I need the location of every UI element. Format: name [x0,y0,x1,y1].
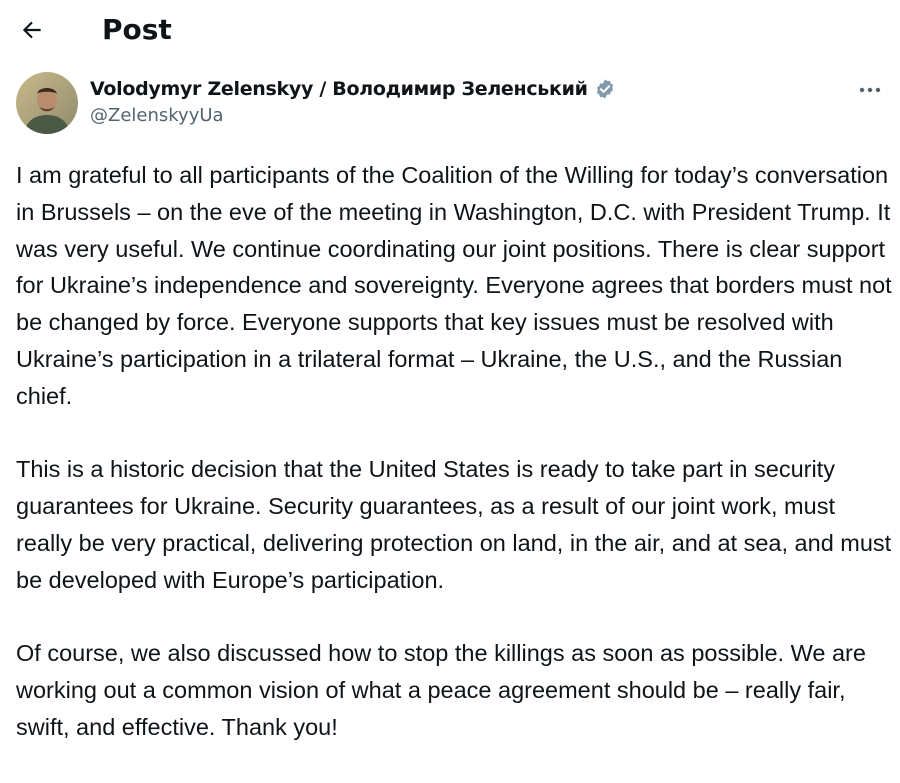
post-text [16,157,894,783]
more-horizontal-icon [858,86,882,94]
author-handle[interactable]: @ZelenskyyUa [90,105,224,126]
post-paragraph: This is a historic decision that the United States is ready to take part in security guarantees for Ukraine. Security guarantees, as a result of our joint work, must really be very practical, delivering protection on land, in the air, and at sea, and must be developed with Europe’s participation. [16,456,892,593]
post-author [16,72,886,136]
post-header [0,0,900,62]
post-paragraph: Of course, we also discussed how to stop the killings as soon as possible. We are working out a common vision of what a peace agreement should be – really fair, swift, and effective. Thank you! [16,640,866,740]
arrow-left-icon [19,17,45,43]
author-display-name[interactable]: Volodymyr Zelenskyy / Володимир Зеленський [90,78,588,100]
author-names [90,76,616,126]
post-paragraph: I am grateful to all participants of the Coalition of the Willing for today’s conversation in Brussels – on the eve of the meeting in Washington, D.C. with President Trump. It was very useful. We continue coordinating our joint positions. There is clear support for Ukraine’s independence and sovereignty. Everyone agrees that borders must not be changed by force. Everyone supports that key issues must be resolved with Ukraine’s participation in a trilateral format – Ukraine, the U.S., and the Russian chief. [16,162,892,409]
verified-badge-icon [594,78,616,100]
page-title: Post [102,13,172,46]
avatar[interactable] [16,72,78,134]
back-button[interactable] [14,12,50,48]
more-options-button[interactable] [854,78,886,102]
